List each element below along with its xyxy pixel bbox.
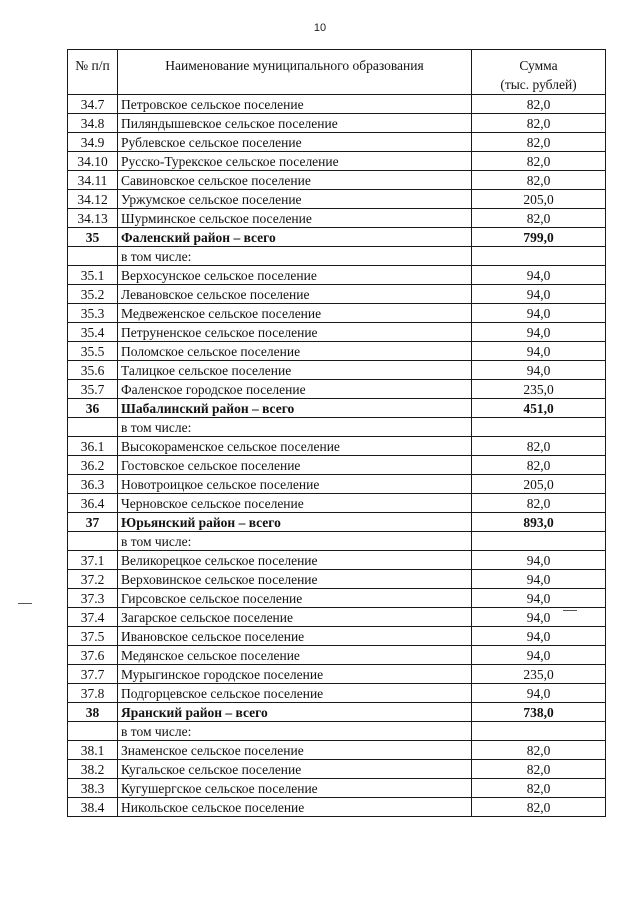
row-name: Юрьянский район – всего (118, 513, 472, 532)
row-sum: 82,0 (472, 171, 606, 190)
row-number: 34.10 (68, 152, 118, 171)
row-name: Подгорцевское сельское поселение (118, 684, 472, 703)
row-name: Загарское сельское поселение (118, 608, 472, 627)
row-sum: 94,0 (472, 627, 606, 646)
row-name: Никольское сельское поселение (118, 798, 472, 817)
table-header-row (68, 50, 606, 95)
row-sum: 82,0 (472, 456, 606, 475)
subheading-row (68, 418, 606, 437)
row-name: Мурыгинское городское поселение (118, 665, 472, 684)
row-sum: 82,0 (472, 437, 606, 456)
row-sum (472, 418, 606, 437)
table-row (68, 665, 606, 684)
table-row (68, 133, 606, 152)
row-name: Новотроицкое сельское поселение (118, 475, 472, 494)
row-sum: 94,0 (472, 646, 606, 665)
table-body (68, 95, 606, 817)
row-name: Петровское сельское поселение (118, 95, 472, 114)
table-row (68, 380, 606, 399)
row-number: 37.4 (68, 608, 118, 627)
row-name: Рублевское сельское поселение (118, 133, 472, 152)
table-row (68, 361, 606, 380)
row-number: 37 (68, 513, 118, 532)
row-number: 38 (68, 703, 118, 722)
subheading-row (68, 532, 606, 551)
row-number: 34.8 (68, 114, 118, 133)
row-sum: 82,0 (472, 209, 606, 228)
table-row (68, 95, 606, 114)
row-name: Фаленское городское поселение (118, 380, 472, 399)
row-sum: 235,0 (472, 665, 606, 684)
row-number: 35 (68, 228, 118, 247)
row-name: Медянское сельское поселение (118, 646, 472, 665)
row-number: 35.6 (68, 361, 118, 380)
row-number: 34.9 (68, 133, 118, 152)
row-sum: 82,0 (472, 95, 606, 114)
table-row (68, 570, 606, 589)
row-name: Шурминское сельское поселение (118, 209, 472, 228)
header-name: Наименование муниципального образования (118, 50, 472, 95)
row-name: в том числе: (118, 722, 472, 741)
row-number: 34.12 (68, 190, 118, 209)
row-sum: 205,0 (472, 475, 606, 494)
subheading-row (68, 247, 606, 266)
table-row (68, 646, 606, 665)
district-total-row (68, 228, 606, 247)
row-name: Кугушергское сельское поселение (118, 779, 472, 798)
row-name: Высокораменское сельское поселение (118, 437, 472, 456)
row-number: 37.3 (68, 589, 118, 608)
table-row (68, 114, 606, 133)
row-number: 36.1 (68, 437, 118, 456)
table-row (68, 285, 606, 304)
row-name: Шабалинский район – всего (118, 399, 472, 418)
row-sum: 94,0 (472, 323, 606, 342)
row-sum: 799,0 (472, 228, 606, 247)
row-sum: 82,0 (472, 494, 606, 513)
row-sum: 94,0 (472, 570, 606, 589)
row-name: Савиновское сельское поселение (118, 171, 472, 190)
row-number (68, 418, 118, 437)
row-number: 35.2 (68, 285, 118, 304)
row-sum: 451,0 (472, 399, 606, 418)
row-name: Медвеженское сельское поселение (118, 304, 472, 323)
header-sum (472, 50, 606, 95)
row-sum: 205,0 (472, 190, 606, 209)
row-number: 36.2 (68, 456, 118, 475)
row-sum: 94,0 (472, 589, 606, 608)
row-name: Уржумское сельское поселение (118, 190, 472, 209)
table-row (68, 304, 606, 323)
table-row (68, 684, 606, 703)
row-number: 37.6 (68, 646, 118, 665)
row-name: Верховинское сельское поселение (118, 570, 472, 589)
row-sum: 82,0 (472, 760, 606, 779)
row-number: 35.5 (68, 342, 118, 361)
row-number (68, 722, 118, 741)
row-number: 36.3 (68, 475, 118, 494)
row-name: в том числе: (118, 532, 472, 551)
row-number: 35.7 (68, 380, 118, 399)
row-name: Поломское сельское поселение (118, 342, 472, 361)
table-row (68, 627, 606, 646)
row-name: в том числе: (118, 418, 472, 437)
table-row (68, 798, 606, 817)
row-sum: 738,0 (472, 703, 606, 722)
budget-table (67, 49, 606, 817)
table-row (68, 437, 606, 456)
row-sum: 94,0 (472, 342, 606, 361)
row-name: Петруненское сельское поселение (118, 323, 472, 342)
row-number: 37.7 (68, 665, 118, 684)
district-total-row (68, 513, 606, 532)
row-sum: 94,0 (472, 361, 606, 380)
row-sum (472, 247, 606, 266)
table-row (68, 456, 606, 475)
row-sum: 82,0 (472, 152, 606, 171)
row-name: Русско-Турекское сельское поселение (118, 152, 472, 171)
row-sum (472, 722, 606, 741)
scan-mark-right (563, 610, 577, 611)
row-number: 37.1 (68, 551, 118, 570)
row-sum: 82,0 (472, 741, 606, 760)
row-sum (472, 532, 606, 551)
row-sum: 94,0 (472, 608, 606, 627)
row-sum: 82,0 (472, 133, 606, 152)
table-row (68, 779, 606, 798)
row-name: Великорецкое сельское поселение (118, 551, 472, 570)
table-row (68, 171, 606, 190)
header-sum-title: Сумма (519, 58, 558, 73)
table-row (68, 608, 606, 627)
row-name: Фаленский район – всего (118, 228, 472, 247)
row-number: 34.11 (68, 171, 118, 190)
row-name: Яранский район – всего (118, 703, 472, 722)
row-name: Черновское сельское поселение (118, 494, 472, 513)
row-name: Знаменское сельское поселение (118, 741, 472, 760)
table-row (68, 209, 606, 228)
row-name: Талицкое сельское поселение (118, 361, 472, 380)
scan-mark-left (18, 603, 32, 604)
row-name: Ивановское сельское поселение (118, 627, 472, 646)
row-sum: 893,0 (472, 513, 606, 532)
row-sum: 94,0 (472, 551, 606, 570)
row-sum: 235,0 (472, 380, 606, 399)
row-sum: 82,0 (472, 779, 606, 798)
district-total-row (68, 703, 606, 722)
row-sum: 94,0 (472, 684, 606, 703)
header-number: № п/п (68, 50, 118, 95)
row-name: Верхосунское сельское поселение (118, 266, 472, 285)
page-number: 10 (313, 22, 327, 34)
table-row (68, 760, 606, 779)
table-row (68, 152, 606, 171)
table-row (68, 266, 606, 285)
row-number: 37.8 (68, 684, 118, 703)
row-number: 34.7 (68, 95, 118, 114)
row-number: 38.3 (68, 779, 118, 798)
row-number: 37.5 (68, 627, 118, 646)
row-sum: 94,0 (472, 304, 606, 323)
row-number: 37.2 (68, 570, 118, 589)
row-name: Левановское сельское поселение (118, 285, 472, 304)
row-number: 34.13 (68, 209, 118, 228)
row-number: 35.3 (68, 304, 118, 323)
subheading-row (68, 722, 606, 741)
row-number: 38.2 (68, 760, 118, 779)
row-name: в том числе: (118, 247, 472, 266)
table-row (68, 190, 606, 209)
table-row (68, 323, 606, 342)
row-number (68, 247, 118, 266)
table-row (68, 551, 606, 570)
row-sum: 94,0 (472, 266, 606, 285)
header-sum-unit: (тыс. рублей) (500, 77, 577, 92)
row-sum: 94,0 (472, 285, 606, 304)
row-name: Кугальское сельское поселение (118, 760, 472, 779)
table-row (68, 589, 606, 608)
table-row (68, 741, 606, 760)
row-name: Гирсовское сельское поселение (118, 589, 472, 608)
row-number: 38.4 (68, 798, 118, 817)
row-number (68, 532, 118, 551)
row-sum: 82,0 (472, 798, 606, 817)
row-sum: 82,0 (472, 114, 606, 133)
row-number: 38.1 (68, 741, 118, 760)
row-number: 35.4 (68, 323, 118, 342)
table-row (68, 494, 606, 513)
table-row (68, 475, 606, 494)
row-number: 36 (68, 399, 118, 418)
row-number: 35.1 (68, 266, 118, 285)
district-total-row (68, 399, 606, 418)
row-number: 36.4 (68, 494, 118, 513)
row-name: Пиляндышевское сельское поселение (118, 114, 472, 133)
row-name: Гостовское сельское поселение (118, 456, 472, 475)
table-row (68, 342, 606, 361)
